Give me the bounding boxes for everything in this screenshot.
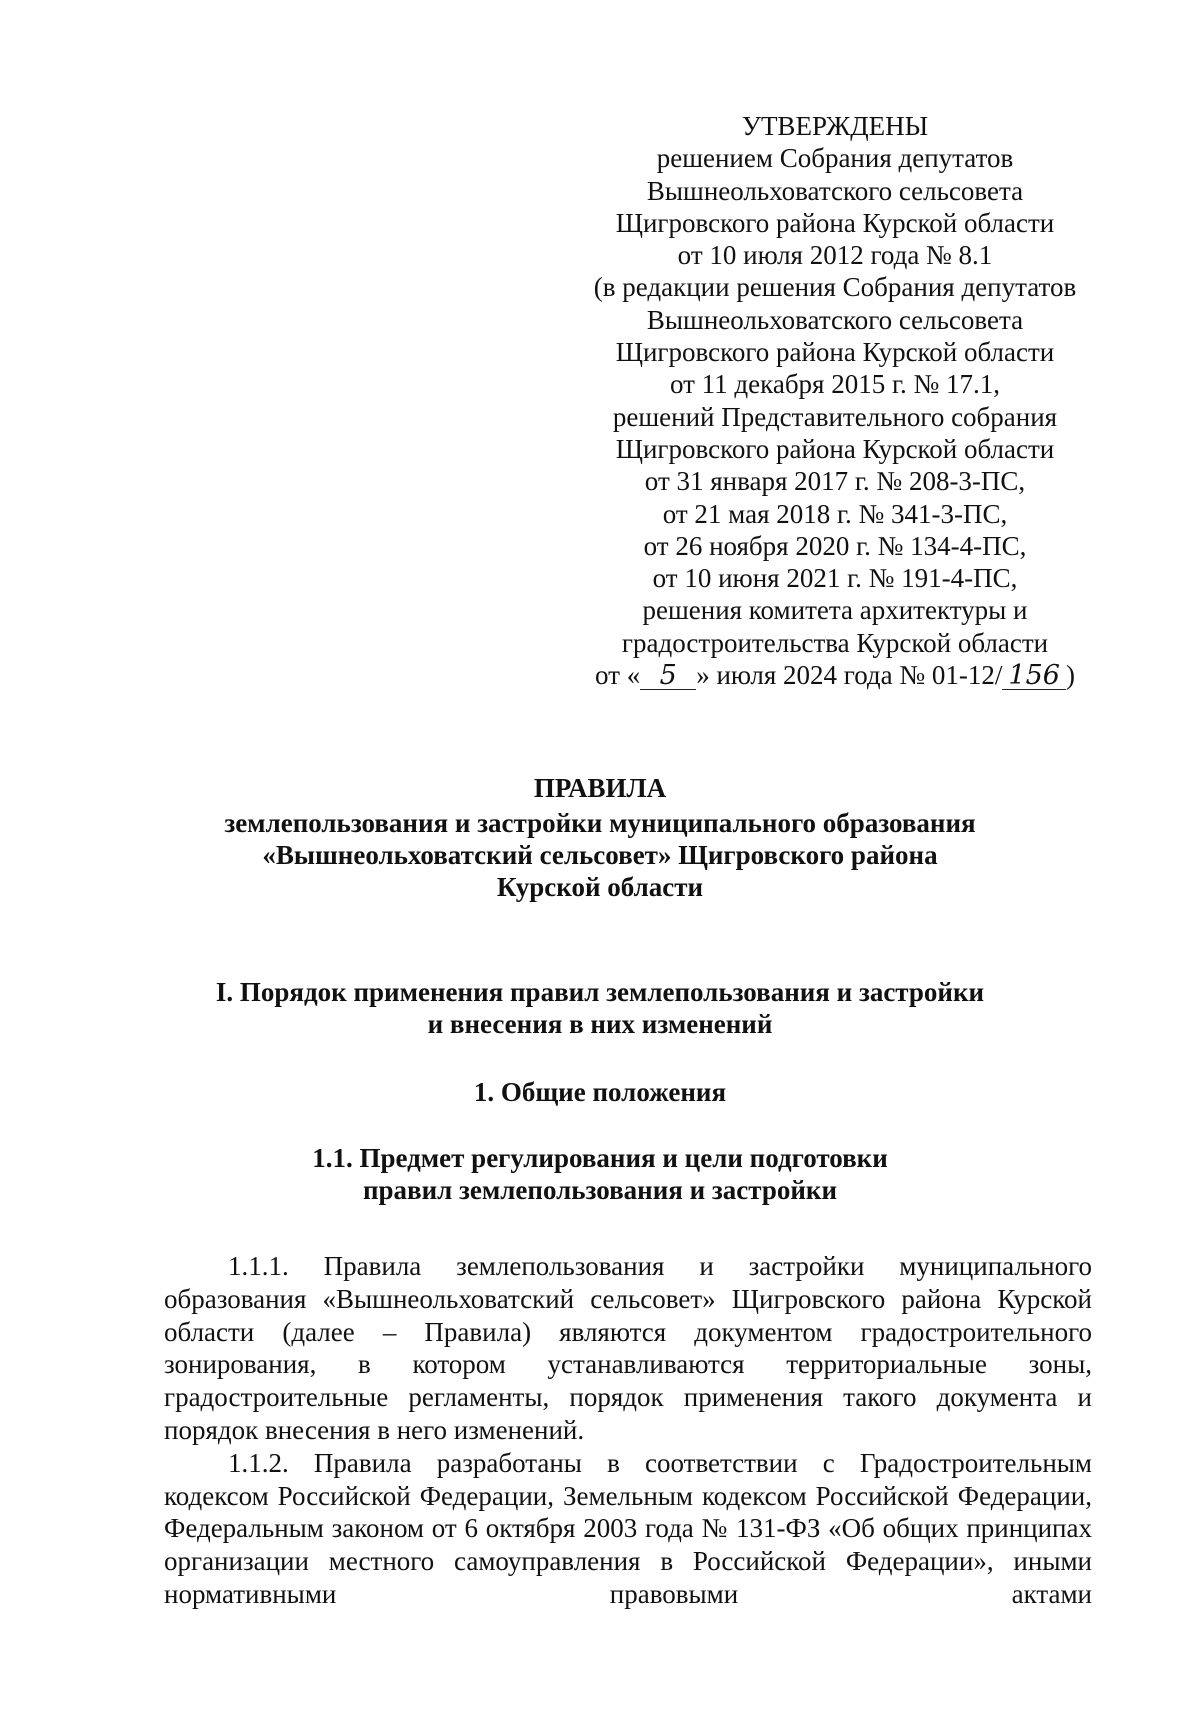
approval-heading: УТВЕРЖДЕНЫ xyxy=(741,111,929,141)
section-heading-line: I. Порядок применения правил землепользования и застройки xyxy=(215,977,985,1007)
title-line: «Вышнеольховатский сельсовет» Щигровского района xyxy=(262,840,938,870)
approval-line: решения комитета архитектуры и xyxy=(642,595,1028,626)
approval-last-line xyxy=(560,659,1110,691)
approval-block xyxy=(560,110,1110,691)
section-heading-line: и внесения в них изменений xyxy=(427,1009,773,1039)
subsection-heading-line: 1.1. Предмет регулирования и цели подготовки xyxy=(312,1143,888,1173)
approval-line: решений Представительного собрания xyxy=(612,401,1058,432)
section-heading xyxy=(150,976,1050,1040)
approval-line: от 10 июня 2021 г. № 191-4-ПС, xyxy=(652,563,1018,594)
date-middle: » июля 2024 года № 01-12/ xyxy=(696,660,1003,691)
chapter-heading xyxy=(150,1076,1050,1108)
handwritten-number: 156 xyxy=(1002,663,1066,690)
approval-line: градостроительства Курской области xyxy=(621,627,1049,658)
paragraph xyxy=(164,1447,1092,1611)
approval-line: от 21 мая 2018 г. № 341-3-ПС, xyxy=(662,498,1008,529)
approval-line: Щигровского района Курской области xyxy=(615,207,1055,238)
approval-line: от 26 ноября 2020 г. № 134-4-ПС, xyxy=(643,530,1027,561)
paragraph-number: 1.1.1. xyxy=(228,1251,289,1281)
approval-line: (в редакции решения Собрания депутатов xyxy=(593,272,1077,303)
subsection-heading-line: правил землепользования и застройки xyxy=(362,1175,838,1205)
approval-line: Щигровского района Курской области xyxy=(615,337,1055,368)
document-title xyxy=(150,772,1050,903)
approval-line: Вышнеольховатского сельсовета xyxy=(646,304,1024,335)
subsection-heading xyxy=(150,1142,1050,1206)
date-suffix: ) xyxy=(1065,660,1075,691)
approval-line: от 11 декабря 2015 г. № 17.1, xyxy=(669,369,1001,400)
approval-line: Вышнеольховатского сельсовета xyxy=(646,175,1024,206)
handwritten-day: 5 xyxy=(640,663,696,690)
approval-line: от 10 июля 2012 года № 8.1 xyxy=(677,240,993,271)
paragraph-number: 1.1.2. xyxy=(228,1447,289,1478)
approval-line: от 31 января 2017 г. № 208-3-ПС, xyxy=(644,466,1026,497)
title-main: ПРАВИЛА xyxy=(533,773,667,803)
approval-line: решением Собрания депутатов xyxy=(656,143,1014,174)
body-text xyxy=(164,1250,1092,1611)
date-prefix: от « xyxy=(595,660,641,691)
approval-line: Щигровского района Курской области xyxy=(615,433,1055,464)
paragraph-text: Правила землепользования и застройки муниципального образования «Вышнеольховатский сельсовет» Щигровского района Курской области (далее – Правила) являются документом градостроительного зонирования, в котором устанавливаются территориальные зоны, градостроительные регламенты, порядок применения такого документа и порядок внесения в него изменений. xyxy=(164,1251,1092,1445)
paragraph-text: Правила разработаны в соответствии с Градостроительным кодексом Российской Федерации, Земельным кодексом Российской Федерации, Федеральным законом от 6 октября 2003 года № 131-ФЗ «Об общих принципах организации местного самоуправления в Российской Федерации», иными нормативными правовыми актами xyxy=(164,1447,1093,1609)
paragraph xyxy=(164,1250,1092,1447)
chapter-title: 1. Общие положения xyxy=(473,1077,727,1107)
title-line: Курской области xyxy=(496,872,704,902)
title-line: землепользования и застройки муниципального образования xyxy=(224,808,976,838)
